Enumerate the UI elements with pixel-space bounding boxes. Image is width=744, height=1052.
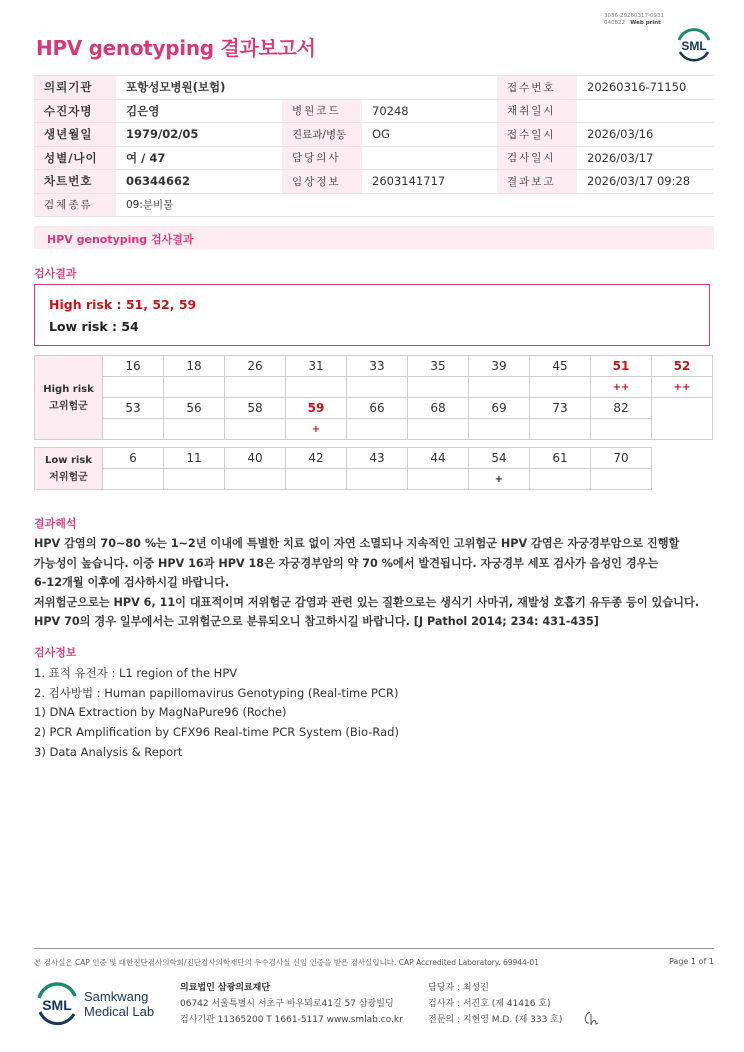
genotype-mark-7	[530, 419, 591, 440]
label-sex-age: 성별/나이	[34, 146, 116, 170]
genotype-mark-0	[103, 377, 164, 398]
section-title: HPV genotyping 검사결과	[34, 226, 714, 249]
genotype-mark-5	[408, 419, 469, 440]
lab-info: 의료법인 삼광의료재단 06742 서울특별시 서초구 바우뫼로41길 57 삼광빌딩 검사기관 11365200 T 1661-5117 www.smlab.co.kr	[180, 983, 403, 1025]
label-report-date: 결과보고	[497, 170, 577, 194]
genotype-mark-8	[591, 469, 652, 490]
genotype-mark-7	[530, 377, 591, 398]
genotype-mark-3	[286, 469, 347, 490]
genotype-mark-1	[164, 469, 225, 490]
genotype-mark-4	[347, 377, 408, 398]
genotype-cell-9: 52	[652, 356, 713, 377]
genotype-cell-6: 69	[469, 398, 530, 419]
label-department: 진료과/병동	[282, 123, 362, 147]
label-test-date: 검사일시	[497, 146, 577, 170]
high-risk-label: High risk 고위험군	[35, 356, 103, 440]
genotype-mark-5	[408, 469, 469, 490]
genotype-cell-4: 66	[347, 398, 408, 419]
label-hospital-code: 병원코드	[282, 99, 362, 123]
genotype-cell-5: 35	[408, 356, 469, 377]
genotype-cell-3: 59	[286, 398, 347, 419]
genotype-mark-8	[591, 419, 652, 440]
genotype-cell-0: 6	[103, 448, 164, 469]
svg-text:SML: SML	[681, 39, 707, 53]
low-risk-result: Low risk : 54	[49, 319, 139, 334]
genotype-cell-8: 82	[591, 398, 652, 419]
label-collection-date: 채취일시	[497, 99, 577, 123]
genotype-cell-2: 58	[225, 398, 286, 419]
test-info-list: 1. 표적 유전자 : L1 region of the HPV 2. 검사방법 : Human papillomavirus Genotyping (Real-time PCR) 1) DNA Extraction by MagNaPure96 (Roche) 2) PCR Amplification by CFX96 Real-time PCR System (Bio-Rad) 3) Data Analysis & Report	[34, 666, 399, 759]
samkwang-logo	[36, 982, 166, 1026]
value-specimen-type: 09:분비물	[116, 193, 714, 217]
value-patient-name: 김은영	[116, 99, 282, 123]
staff-info: 담당자 : 최성진 검사자 : 서진호 (제 41416 호) 전문의 : 지현영 M.D. (제 333 호)	[428, 983, 563, 1025]
value-test-date: 2026/03/17	[577, 146, 714, 170]
label-clinical-info: 임상정보	[282, 170, 362, 194]
genotype-mark-4	[347, 469, 408, 490]
genotype-mark-2	[225, 377, 286, 398]
genotype-cell-2: 40	[225, 448, 286, 469]
genotype-cell-3: 31	[286, 356, 347, 377]
genotype-cell-0: 16	[103, 356, 164, 377]
genotype-mark-5	[408, 377, 469, 398]
genotype-cell-3: 42	[286, 448, 347, 469]
signature	[582, 1008, 604, 1028]
value-birthdate: 1979/02/05	[116, 123, 282, 147]
genotype-cell-6: 39	[469, 356, 530, 377]
svg-text:SML: SML	[42, 997, 72, 1013]
genotype-cell-1: 18	[164, 356, 225, 377]
result-summary-box	[34, 284, 710, 346]
genotype-cell-7: 61	[530, 448, 591, 469]
genotype-mark-2	[225, 469, 286, 490]
genotype-mark-8: ++	[591, 377, 652, 398]
genotype-cell-4: 43	[347, 448, 408, 469]
interpretation-heading: 결과해석	[34, 517, 77, 530]
value-requester: 포항성모병원(보험)	[116, 76, 497, 100]
label-received-date: 접수일시	[497, 123, 577, 147]
value-received-date: 2026/03/16	[577, 123, 714, 147]
value-accession: 20260316-71150	[577, 76, 714, 100]
high-risk-result: High risk : 51, 52, 59	[49, 297, 197, 312]
genotype-mark-2	[225, 419, 286, 440]
footer-divider	[34, 948, 714, 949]
value-report-date: 2026/03/17 09:28	[577, 170, 714, 194]
genotype-cell-1: 11	[164, 448, 225, 469]
genotype-mark-7	[530, 469, 591, 490]
genotype-mark-0	[103, 419, 164, 440]
document-code: 3036-20260317-0931 040822 Web print	[604, 13, 664, 26]
genotype-cell-0: 53	[103, 398, 164, 419]
test-info-heading: 검사정보	[34, 646, 77, 659]
genotype-mark-3: +	[286, 419, 347, 440]
genotype-cell-7: 73	[530, 398, 591, 419]
genotype-mark-3	[286, 377, 347, 398]
label-patient-name: 수진자명	[34, 99, 116, 123]
result-heading: 검사결과	[34, 267, 77, 280]
genotype-cell-5: 68	[408, 398, 469, 419]
genotype-mark-6	[469, 377, 530, 398]
genotype-cell-4: 33	[347, 356, 408, 377]
genotype-cell-8: 70	[591, 448, 652, 469]
sml-logo	[673, 24, 715, 66]
genotype-mark-1	[164, 419, 225, 440]
value-doctor	[362, 146, 497, 170]
genotype-cell-5: 44	[408, 448, 469, 469]
genotype-cell-7: 45	[530, 356, 591, 377]
patient-info-table	[34, 75, 714, 217]
label-specimen-type: 검체종류	[34, 193, 116, 217]
accreditation-note: 본 검사실은 CAP 인증 및 대한진단검사의학회/진단검사의학재단의 우수검사실 신임 인증을 받은 검사실입니다. CAP Accredited Laboratory. 69944-01	[34, 958, 540, 967]
genotype-mark-6: +	[469, 469, 530, 490]
svg-text:Medical Lab: Medical Lab	[84, 1004, 155, 1019]
value-sex-age: 여 / 47	[116, 146, 282, 170]
genotype-mark-1	[164, 377, 225, 398]
genotype-mark-4	[347, 419, 408, 440]
label-requester: 의뢰기관	[34, 76, 116, 100]
low-risk-grid	[34, 447, 652, 490]
genotype-cell-1: 56	[164, 398, 225, 419]
label-birthdate: 생년월일	[34, 123, 116, 147]
page-title: HPV genotyping 결과보고서	[36, 36, 316, 60]
low-risk-label: Low risk 저위험군	[35, 448, 103, 490]
label-accession: 접수번호	[497, 76, 577, 100]
genotype-cell-8: 51	[591, 356, 652, 377]
svg-text:Samkwang: Samkwang	[84, 989, 149, 1004]
genotype-cell-2: 26	[225, 356, 286, 377]
value-collection-date	[577, 99, 714, 123]
genotype-mark-0	[103, 469, 164, 490]
value-department: OG	[362, 123, 497, 147]
page-number: Page 1 of 1	[669, 957, 714, 966]
value-clinical-info: 2603141717	[362, 170, 497, 194]
label-chart-number: 차트번호	[34, 170, 116, 194]
value-hospital-code: 70248	[362, 99, 497, 123]
empty-cell	[652, 398, 713, 440]
genotype-mark-6	[469, 419, 530, 440]
genotype-mark-9: ++	[652, 377, 713, 398]
label-doctor: 담당의사	[282, 146, 362, 170]
genotype-cell-6: 54	[469, 448, 530, 469]
interpretation-text: HPV 감염의 70~80 %는 1~2년 이내에 특별한 치료 없이 자연 소멸되나 지속적인 고위험군 HPV 감염은 자궁경부암으로 진행할 가능성이 높습니다. 이중 HPV 16과 HPV 18은 자궁경부암의 약 70 %에서 발견됩니다. 자궁경부 세포 검사가 음성인 경우는 6-12개월 이후에 검사하시길 바랍니다. 저위험군으로는 HPV 6, 11이 대표적이며 저위험군 감염과 관련 있는 질환으로는 생식기 사마귀, 재발성 호흡기 유두종 등이 있습니다. HPV 70의 경우 일부에서는 고위험군으로 분류되오니 참고하시길 바랍니다. [J Pathol 2014; 234: 431-435]	[34, 537, 700, 629]
value-chart-number: 06344662	[116, 170, 282, 194]
high-risk-grid	[34, 355, 713, 440]
